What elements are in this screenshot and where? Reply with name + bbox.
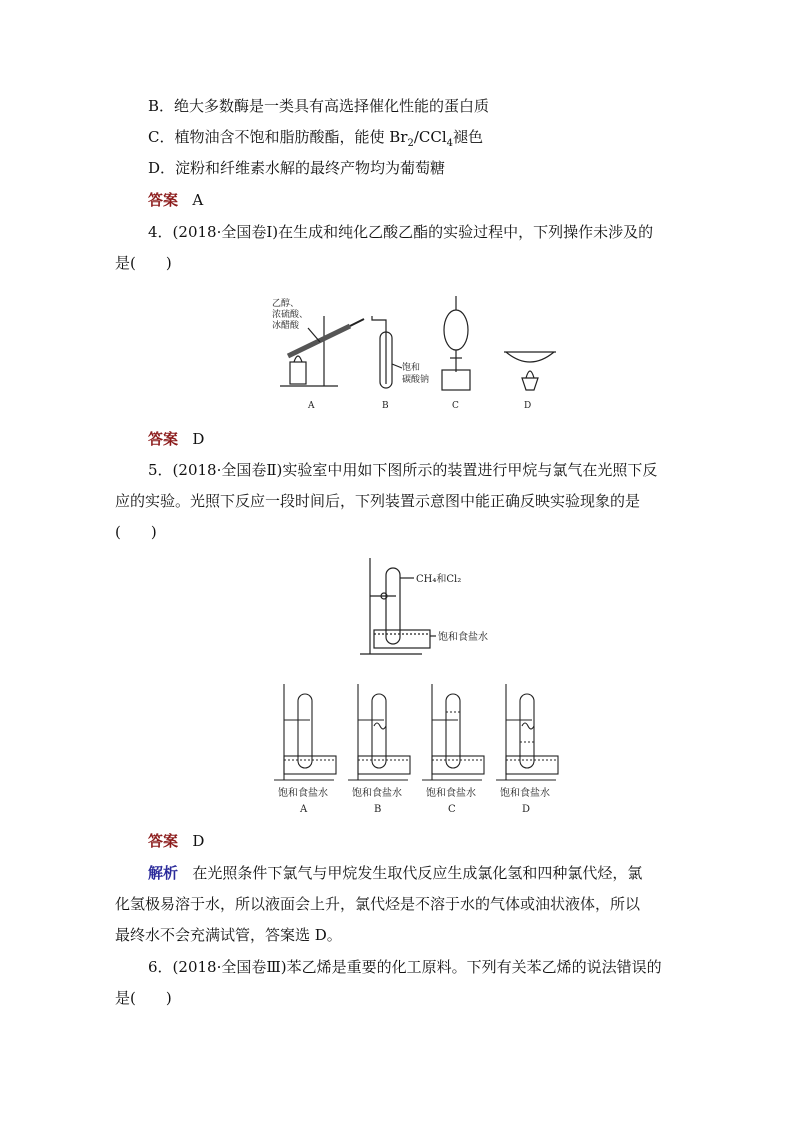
option-b-oil [374, 723, 386, 729]
satur-label-1: 饱和 [402, 363, 421, 373]
question-6-line1: 6．(2018·全国卷Ⅲ)苯乙烯是重要的化工原料。下列有关苯乙烯的说法错误的 [148, 958, 662, 976]
opt-label-a: A [300, 804, 308, 815]
delivery-tube-b [372, 316, 386, 384]
reagent-label-1: 乙醇、 [272, 299, 300, 309]
opt-water-d: 饱和食盐水 [500, 788, 550, 799]
question-6-line2: 是( ) [115, 989, 172, 1007]
figure-q5-options-svg [270, 682, 560, 818]
question-5-line3: ( ) [115, 523, 157, 541]
figure-q5-setup-svg [352, 556, 512, 660]
opt-label-b: B [374, 804, 382, 815]
fig4-label-d: D [524, 401, 532, 411]
answer-value: D [192, 832, 205, 850]
analysis-line2: 化氢极易溶于水，所以液面会上升，氯代烃是不溶于水的气体或油状液体，所以 [115, 895, 641, 913]
option-c-text: C．植物油含不饱和脂肪酸酯，能使 Br [148, 128, 408, 146]
question-4-line1: 4．(2018·全国卷Ⅰ)在生成和纯化乙酸乙酯的实验过程中，下列操作未涉及的 [148, 223, 654, 241]
option-a-tube [298, 694, 312, 768]
figure-q4-apparatus [268, 286, 558, 416]
analysis-line1 [148, 863, 642, 883]
answer-q4 [148, 429, 204, 449]
satur-pointer [392, 364, 402, 368]
option-c-sub2: 4 [446, 138, 454, 149]
flame-a [294, 356, 302, 362]
option-c-sub: 2 [407, 138, 414, 149]
opt-label-c: C [448, 804, 456, 815]
option-c-mid: /CCl [413, 128, 447, 146]
fig4-label-c: C [452, 401, 459, 411]
answer-q3 [148, 190, 203, 210]
flame-d [526, 371, 534, 378]
question-4-line2: 是( ) [115, 254, 172, 272]
answer-value: A [192, 191, 204, 209]
analysis-text: 在光照条件下氯气与甲烷发生取代反应生成氯化氢和四种氯代烃，氯 [192, 864, 643, 882]
figure-q4-svg [268, 286, 558, 416]
inverted-tube [386, 568, 400, 644]
opt-water-c: 饱和食盐水 [426, 788, 476, 799]
analysis-label: 解析 [148, 864, 179, 882]
option-c-tube [446, 694, 460, 768]
water-label: 饱和食盐水 [438, 632, 488, 643]
option-d: D．淀粉和纤维素水解的最终产物均为葡萄糖 [148, 159, 446, 177]
answer-label: 答案 [148, 832, 179, 850]
burner-a [290, 362, 306, 384]
fig4-label-b: B [382, 401, 389, 411]
fig4-label-a: A [308, 401, 315, 411]
answer-value: D [192, 430, 205, 448]
opt-water-b: 饱和食盐水 [352, 788, 402, 799]
beaker-c [442, 370, 470, 390]
option-b-tube [372, 694, 386, 768]
opt-water-a: 饱和食盐水 [278, 788, 328, 799]
figure-q5-options [270, 682, 560, 818]
option-b: B．绝大多数酶是一类具有高选择催化性能的蛋白质 [148, 97, 490, 115]
reagent-label-2: 浓硫酸、 [272, 310, 309, 320]
answer-label: 答案 [148, 191, 179, 209]
sep-funnel-c [444, 310, 468, 350]
opt-label-d: D [522, 804, 531, 815]
analysis-line3: 最终水不会充满试管，答案选 D。 [115, 926, 342, 944]
answer-label: 答案 [148, 430, 179, 448]
question-5-line2: 应的实验。光照下反应一段时间后，下列装置示意图中能正确反映实验现象的是 [115, 492, 641, 510]
reagent-label-3: 冰醋酸 [272, 321, 300, 331]
reagent-pointer [308, 328, 320, 342]
trough [374, 630, 430, 648]
figure-q5-setup [352, 556, 512, 660]
burner-d [522, 378, 538, 390]
option-c [148, 127, 483, 154]
dish-d [506, 352, 554, 362]
option-d-oil [522, 723, 534, 729]
question-5-line1: 5．(2018·全国卷Ⅱ)实验室中用如下图所示的装置进行甲烷与氯气在光照下反 [148, 461, 658, 479]
gas-label: CH₄和Cl₂ [416, 574, 462, 585]
satur-label-2: 碳酸钠 [402, 375, 430, 385]
answer-q5 [148, 831, 204, 851]
option-d-tube [520, 694, 534, 768]
delivery-tube-a [350, 319, 364, 326]
option-c-post: 褪色 [453, 128, 484, 146]
